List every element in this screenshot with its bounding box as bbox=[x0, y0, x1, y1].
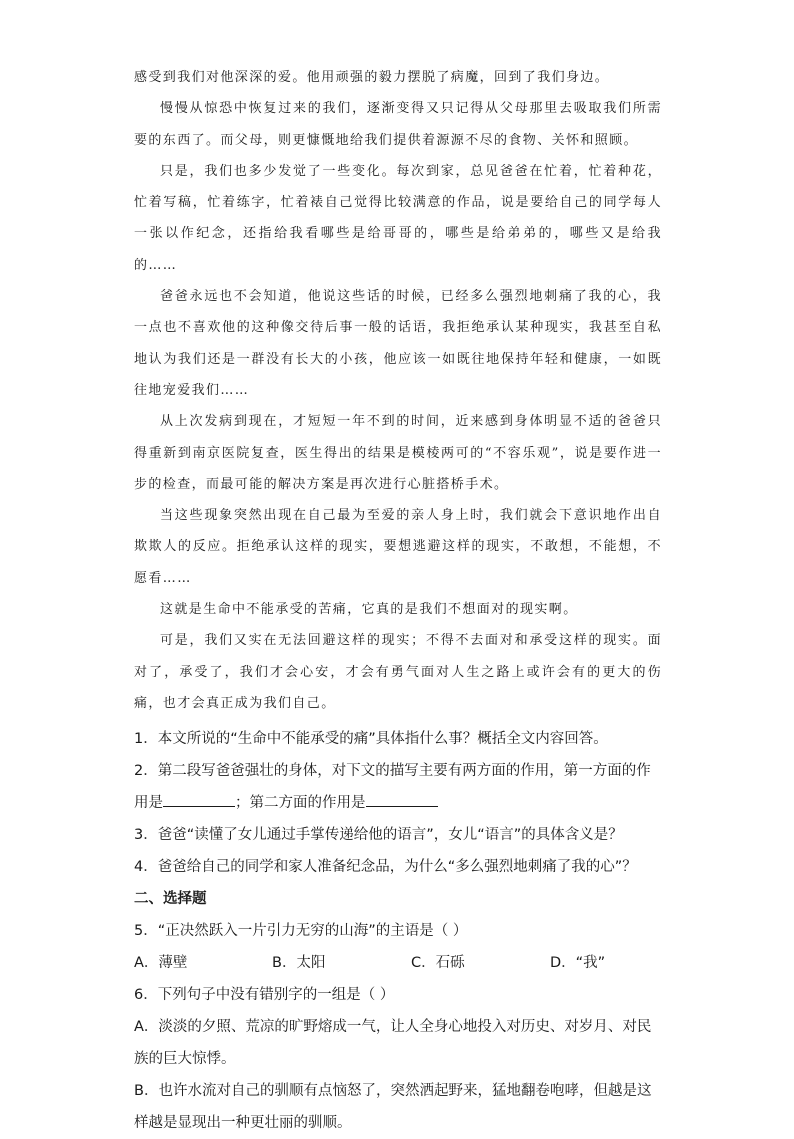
reading-passage bbox=[134, 62, 662, 719]
option-a: A．薄壁 bbox=[134, 955, 188, 972]
question-5: 5．“正决然跃入一片引力无穷的山海”的主语是（ ） bbox=[134, 923, 468, 940]
question-6-option-b: B．也许水流对自己的驯顺有点恼怒了，突然洒起野来，猛地翻卷咆哮，但越是这样越是显现出一种更壮丽的驯顺。 bbox=[134, 1083, 652, 1132]
question-5-options bbox=[134, 947, 662, 979]
question-list bbox=[134, 723, 662, 1139]
option-b: B．太阳 bbox=[272, 955, 326, 972]
question-3: 3．爸爸“读懂了女儿通过手掌传递给他的语言”，女儿“语言”的具体含义是？ bbox=[134, 827, 623, 844]
passage-paragraph-5: 从上次发病到现在，才短短一年不到的时间，近来感到身体明显不适的爸爸只得重新到南京医院复查，医生得出的结果是模棱两可的“不容乐观”，说是要作进一步的检查，而最可能的解决方案是再次进行心脏搭桥手术。 bbox=[134, 414, 662, 492]
passage-paragraph-6: 当这些现象突然出现在自己最为至爱的亲人身上时，我们就会下意识地作出自欺欺人的反应。拒绝承认这样的现实，要想逃避这样的现实，不敢想，不能想，不愿看…… bbox=[134, 508, 662, 586]
question-1: 1．本文所说的“生命中不能承受的痛”具体指什么事？概括全文内容回答。 bbox=[134, 731, 608, 748]
question-2 bbox=[134, 755, 662, 819]
answer-blank-2[interactable] bbox=[366, 792, 438, 807]
question-4: 4．爸爸给自己的同学和家人准备纪念品，为什么“多么强烈地刺痛了我的心”？ bbox=[134, 859, 637, 876]
question-6: 6．下列句子中没有错别字的一组是（ ） bbox=[134, 987, 395, 1004]
question-6-option-a: A．淡淡的夕照、荒凉的旷野熔成一气，让人全身心地投入对历史、对岁月、对民族的巨大惊悸。 bbox=[134, 1019, 652, 1068]
passage-paragraph-3: 只是，我们也多少发觉了一些变化。每次到家，总见爸爸在忙着，忙着种花，忙着写稿，忙着练字，忙着裱自己觉得比较满意的作品，说是要给自己的同学每人一张以作纪念，还指给我看哪些是给哥哥的，哪些是给弟弟的，哪些又是给我的…… bbox=[134, 163, 662, 273]
passage-paragraph-8: 可是，我们又实在无法回避这样的现实；不得不去面对和承受这样的现实。面对了，承受了，我们才会心安，才会有勇气面对人生之路上或许会有的更大的伤痛，也才会真正成为我们自己。 bbox=[134, 633, 662, 711]
option-c: C．石砾 bbox=[411, 955, 465, 972]
passage-paragraph-7: 这就是生命中不能承受的苦痛，它真的是我们不想面对的现实啊。 bbox=[160, 602, 578, 618]
passage-paragraph-2: 慢慢从惊恐中恢复过来的我们，逐渐变得又只记得从父母那里去吸取我们所需要的东西了。而父母，则更慷慨地给我们提供着源源不尽的食物、关怀和照顾。 bbox=[134, 101, 662, 148]
question-2-text-b: ；第二方面的作用是 bbox=[235, 795, 366, 812]
question-2-text-a: 2．第二段写爸爸强壮的身体，对下文的描写主要有两方面的作用，第一方面的作用是 bbox=[134, 763, 651, 812]
passage-paragraph-1: 感受到我们对他深深的爱。他用顽强的毅力摆脱了病魔，回到了我们身边。 bbox=[134, 70, 610, 85]
passage-paragraph-4: 爸爸永远也不会知道，他说这些话的时候，已经多么强烈地刺痛了我的心，我一点也不喜欢他的这种像交待后事一般的话语，我拒绝承认某种现实，我甚至自私地认为我们还是一群没有长大的小孩，他应该一如既往地保持年轻和健康，一如既往地宠爱我们…… bbox=[134, 289, 662, 398]
answer-blank-1[interactable] bbox=[163, 792, 235, 807]
section-title: 二、选择题 bbox=[134, 891, 207, 908]
option-d: D．“我” bbox=[550, 955, 606, 972]
